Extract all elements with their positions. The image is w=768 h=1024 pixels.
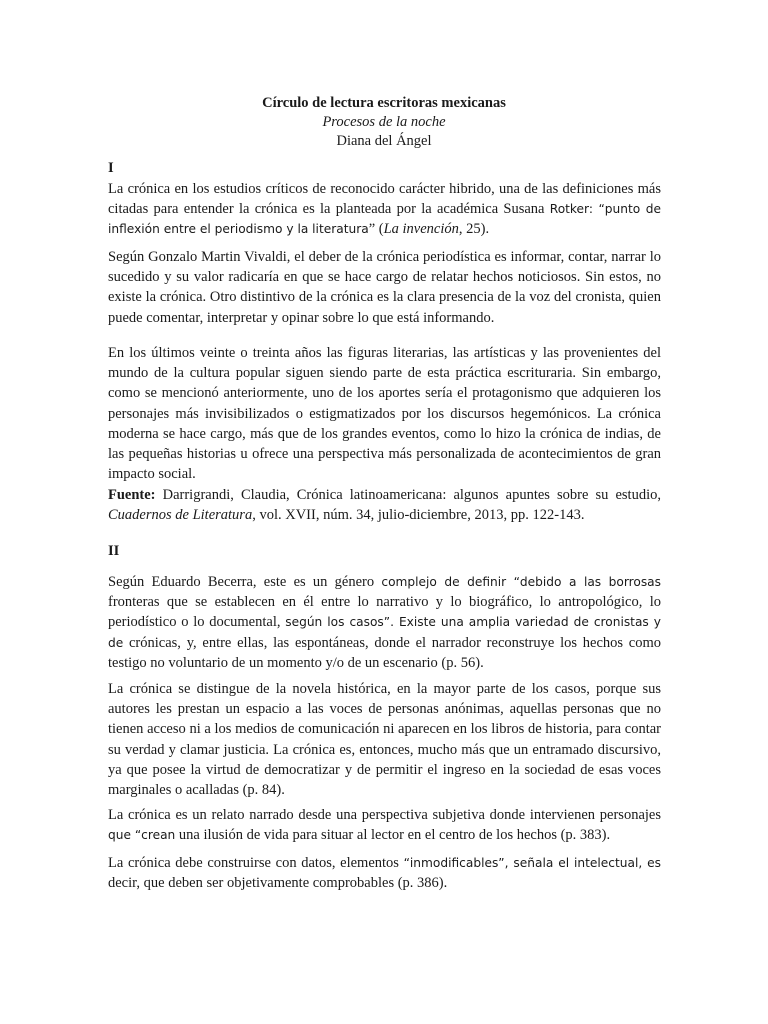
source-label: Fuente: [108,487,156,503]
document-title: Círculo de lectura escritoras mexicanas [262,95,506,111]
section-numeral-2: II [108,543,120,559]
section2-paragraph-2: La crónica se distingue de la novela histórica, en la mayor parte de los casos, porque sus autores les prestan un espacio a las voces de personas anónimas, aquellas personas que no tienen acceso ni a los medios de comunicación ni aparecen en los libros de historia, para contar su verdad y clamar justicia. La crónica es, entonces, mucho más que un entramado discursivo, ya que posee la virtud de democratizar y de permitir el ingreso en la sociedad de esas voces marginales o acalladas (p. 84). [108,681,661,799]
section1-paragraph-1: La crónica en los estudios críticos de reconocido carácter hibrido, una de las definiciones más citadas para entender la crónica es la planteada por la académica Susana Rotker: “punto de inflexión entre el periodismo y la literatura” (La invención, 25). [108,181,661,238]
document-header [0,94,768,151]
document-subtitle: Procesos de la noche [322,114,446,130]
source-citation: Fuente: Darrigrandi, Claudia, Crónica latinoamericana: algunos apuntes sobre su estudio, Cuadernos de Literatura, vol. XVII, núm. 34, julio-diciembre, 2013, pp. 122-143. [108,487,661,524]
section2-paragraph-3: La crónica es un relato narrado desde una perspectiva subjetiva donde intervienen personajes que “crean una ilusión de vida para situar al lector en el centro de los hechos (p. 383). [108,807,661,844]
document-author: Diana del Ángel [336,133,432,149]
section1-paragraph-2: Según Gonzalo Martin Vivaldi, el deber de la crónica periodística es informar, contar, narrar lo sucedido y su valor radicaría en que se hace cargo de relatar hechos noticiosos. Sin estos, no existe la crónica. Otro distintivo de la crónica es la clara presencia de la voz del cronista, quien puede comentar, interpretar y opinar sobre lo que está informando. [108,249,661,326]
section2-paragraph-4: La crónica debe construirse con datos, elementos “inmodificables”, señala el intelectual, es decir, que deben ser objetivamente comprobables (p. 386). [108,855,661,892]
section-numeral-1: I [108,160,114,176]
section1-paragraph-3: En los últimos veinte o treinta años las figuras literarias, las artísticas y las provenientes del mundo de la cultura popular siguen siendo parte de esta práctica escrituraria. Sin embargo, como se mencionó anteriormente, uno de los aportes sería el protagonismo que adquieren los personajes más invisibilizados o estigmatizados por los discursos hegemónicos. La crónica moderna se hace cargo, más que de los grandes eventos, como lo hizo la crónica de indias, de las pequeñas historias u ofrece una perspectiva más personalizada de acontecimientos de gran impacto social. [108,345,661,483]
section2-paragraph-1: Según Eduardo Becerra, este es un género complejo de definir “debido a las borrosas fronteras que se establecen en él entre lo narrativo y lo biográfico, lo antropológico, lo periodístico o lo documental, según los casos”. Existe una amplia variedad de cronistas y de crónicas, y, entre ellas, las espontáneas, donde el narrador reconstruye los hechos como testigo no voluntario de un momento y/o de un escenario (p. 56). [108,574,661,671]
